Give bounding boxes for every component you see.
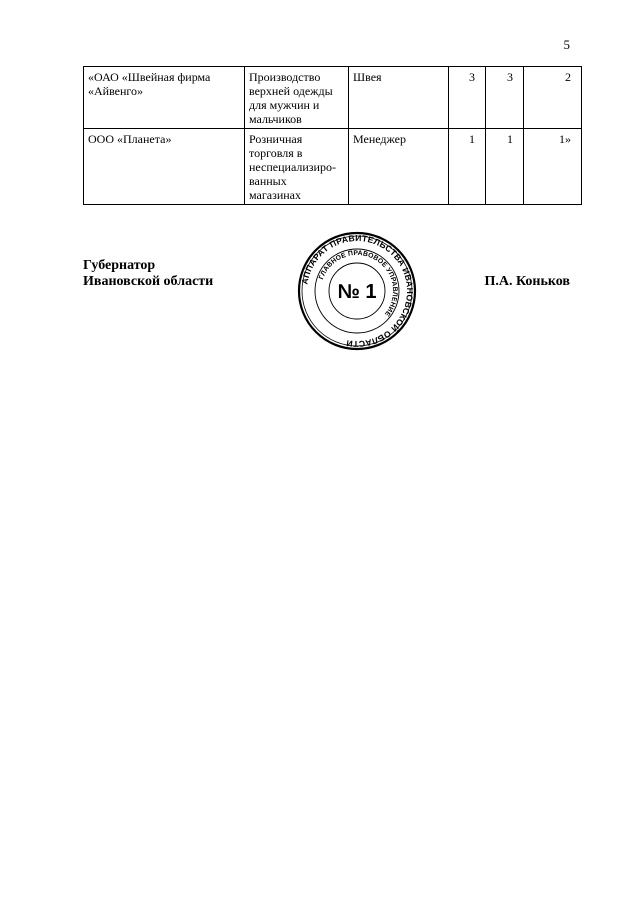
seal-outer-text: АППАРАТ ПРАВИТЕЛЬСТВА ИВАНОВСКОЙ ОБЛАСТИ <box>299 232 416 350</box>
table-cell-count-1: 1 <box>449 129 486 205</box>
signatory-name: П.А. Коньков <box>484 274 570 289</box>
seal-center-text: № 1 <box>337 281 377 303</box>
table-cell-profession <box>349 67 449 129</box>
table-cell-activity <box>245 67 349 129</box>
signatory-title-line-2: Ивановской области <box>83 274 214 289</box>
table-cell-count-2: 3 <box>486 67 524 129</box>
profession-text: Менеджер <box>353 132 406 146</box>
seal-inner-text: ГЛАВНОЕ ПРАВОВОЕ УПРАВЛЕНИЕ <box>318 249 399 318</box>
table-cell-activity <box>245 129 349 205</box>
activity-text: Розничная торговля в неспециализиро- ванных магазинах <box>249 132 336 202</box>
official-seal-icon <box>297 231 417 351</box>
table-cell-organization <box>84 129 245 205</box>
organization-text: ООО «Планета» <box>88 132 172 146</box>
organization-text: «ОАО «Швейная фирма «Айвенго» <box>88 70 211 98</box>
data-table <box>83 66 582 205</box>
activity-text: Производство верхней одежды для мужчин и мальчиков <box>249 70 333 126</box>
table-cell-count-3: 1» <box>524 129 582 205</box>
table-cell-profession <box>349 129 449 205</box>
table-row <box>84 67 582 129</box>
profession-text: Швея <box>353 70 382 84</box>
table-row <box>84 129 582 205</box>
page-number: 5 <box>563 37 570 52</box>
table-cell-count-1: 3 <box>449 67 486 129</box>
signatory-title <box>83 258 213 290</box>
signatory-title-line-1: Губернатор <box>83 258 156 273</box>
table-cell-organization <box>84 67 245 129</box>
table-cell-count-3: 2 <box>524 67 582 129</box>
table-cell-count-2: 1 <box>486 129 524 205</box>
